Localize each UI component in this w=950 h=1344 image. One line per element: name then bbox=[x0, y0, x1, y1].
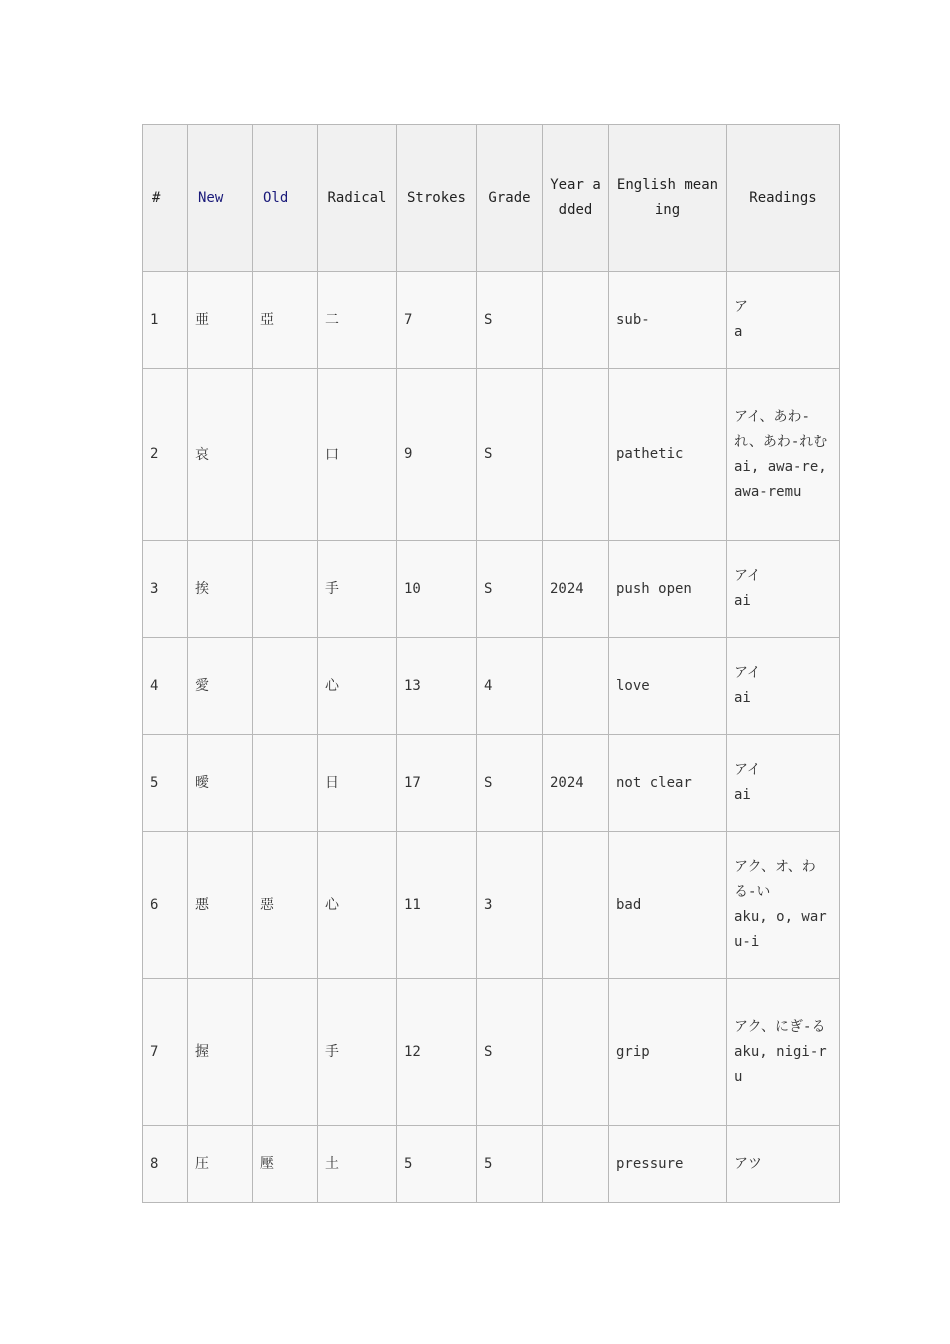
cell-radical: 心 bbox=[318, 832, 397, 979]
kanji-table-body bbox=[143, 272, 840, 1203]
cell-new-kanji: 愛 bbox=[188, 638, 253, 735]
cell-year-added bbox=[543, 1126, 609, 1203]
cell-number: 3 bbox=[143, 541, 188, 638]
header-new-link[interactable]: New bbox=[188, 125, 253, 272]
cell-old-kanji bbox=[253, 979, 318, 1126]
cell-strokes: 10 bbox=[397, 541, 477, 638]
header-row bbox=[143, 125, 840, 272]
cell-radical: 手 bbox=[318, 979, 397, 1126]
header-number: # bbox=[143, 125, 188, 272]
table-row bbox=[143, 1126, 840, 1203]
table-row bbox=[143, 369, 840, 541]
cell-readings bbox=[727, 272, 840, 369]
cell-readings bbox=[727, 638, 840, 735]
header-readings: Readings bbox=[727, 125, 840, 272]
header-radical: Radical bbox=[318, 125, 397, 272]
header-year-added: Year added bbox=[543, 125, 609, 272]
cell-readings bbox=[727, 735, 840, 832]
cell-strokes: 12 bbox=[397, 979, 477, 1126]
reading-kana: アイ bbox=[734, 762, 761, 778]
cell-strokes: 7 bbox=[397, 272, 477, 369]
cell-grade: 5 bbox=[477, 1126, 543, 1203]
cell-english-meaning: sub- bbox=[609, 272, 727, 369]
reading-romaji: aku, o, waru-i bbox=[734, 909, 827, 950]
cell-radical: 心 bbox=[318, 638, 397, 735]
cell-old-kanji: 亞 bbox=[253, 272, 318, 369]
cell-year-added: 2024 bbox=[543, 735, 609, 832]
cell-year-added bbox=[543, 832, 609, 979]
cell-year-added bbox=[543, 369, 609, 541]
reading-kana: アイ bbox=[734, 665, 761, 681]
cell-readings bbox=[727, 832, 840, 979]
cell-english-meaning: grip bbox=[609, 979, 727, 1126]
table-row bbox=[143, 272, 840, 369]
reading-romaji: ai, awa-re, awa-remu bbox=[734, 458, 827, 500]
cell-strokes: 17 bbox=[397, 735, 477, 832]
header-grade: Grade bbox=[477, 125, 543, 272]
cell-year-added bbox=[543, 638, 609, 735]
reading-kana: アツ bbox=[734, 1155, 762, 1172]
cell-number: 4 bbox=[143, 638, 188, 735]
cell-new-kanji: 曖 bbox=[188, 735, 253, 832]
reading-kana: ア bbox=[734, 299, 748, 315]
cell-radical: 口 bbox=[318, 369, 397, 541]
cell-number: 7 bbox=[143, 979, 188, 1126]
cell-english-meaning: pathetic bbox=[609, 369, 727, 541]
cell-old-kanji: 惡 bbox=[253, 832, 318, 979]
reading-romaji: a bbox=[734, 324, 743, 340]
reading-romaji: ai bbox=[734, 787, 751, 803]
cell-readings bbox=[727, 979, 840, 1126]
reading-kana: アク、にぎ-る bbox=[734, 1018, 826, 1035]
cell-radical: 二 bbox=[318, 272, 397, 369]
table-row bbox=[143, 541, 840, 638]
cell-grade: 4 bbox=[477, 638, 543, 735]
cell-number: 1 bbox=[143, 272, 188, 369]
header-old-link[interactable]: Old bbox=[253, 125, 318, 272]
table-row bbox=[143, 979, 840, 1126]
cell-english-meaning: pressure bbox=[609, 1126, 727, 1203]
cell-radical: 土 bbox=[318, 1126, 397, 1203]
cell-new-kanji: 哀 bbox=[188, 369, 253, 541]
cell-strokes: 11 bbox=[397, 832, 477, 979]
cell-number: 8 bbox=[143, 1126, 188, 1203]
cell-grade: S bbox=[477, 541, 543, 638]
header-strokes: Strokes bbox=[397, 125, 477, 272]
table-row bbox=[143, 832, 840, 979]
cell-grade: S bbox=[477, 272, 543, 369]
cell-year-added bbox=[543, 979, 609, 1126]
cell-new-kanji: 亜 bbox=[188, 272, 253, 369]
cell-english-meaning: not clear bbox=[609, 735, 727, 832]
cell-old-kanji: 壓 bbox=[253, 1126, 318, 1203]
reading-kana: アイ、あわ-れ、あわ-れむ bbox=[734, 408, 828, 450]
table-row bbox=[143, 735, 840, 832]
cell-new-kanji: 握 bbox=[188, 979, 253, 1126]
cell-english-meaning: push open bbox=[609, 541, 727, 638]
cell-strokes: 9 bbox=[397, 369, 477, 541]
cell-year-added: 2024 bbox=[543, 541, 609, 638]
cell-readings bbox=[727, 369, 840, 541]
cell-new-kanji: 挨 bbox=[188, 541, 253, 638]
cell-strokes: 13 bbox=[397, 638, 477, 735]
cell-year-added bbox=[543, 272, 609, 369]
cell-new-kanji: 悪 bbox=[188, 832, 253, 979]
cell-number: 6 bbox=[143, 832, 188, 979]
cell-radical: 手 bbox=[318, 541, 397, 638]
cell-english-meaning: bad bbox=[609, 832, 727, 979]
cell-old-kanji bbox=[253, 369, 318, 541]
cell-strokes: 5 bbox=[397, 1126, 477, 1203]
reading-kana: アイ bbox=[734, 568, 761, 584]
cell-old-kanji bbox=[253, 541, 318, 638]
table-row bbox=[143, 638, 840, 735]
cell-grade: S bbox=[477, 979, 543, 1126]
cell-old-kanji bbox=[253, 638, 318, 735]
cell-number: 2 bbox=[143, 369, 188, 541]
reading-romaji: aku, nigi-ru bbox=[734, 1043, 827, 1085]
reading-kana: アク、オ、わる-い bbox=[734, 859, 816, 900]
cell-old-kanji bbox=[253, 735, 318, 832]
cell-new-kanji: 圧 bbox=[188, 1126, 253, 1203]
reading-romaji: ai bbox=[734, 593, 751, 609]
header-english-meaning: English meaning bbox=[609, 125, 727, 272]
reading-romaji: ai bbox=[734, 690, 751, 706]
cell-grade: S bbox=[477, 369, 543, 541]
cell-english-meaning: love bbox=[609, 638, 727, 735]
cell-readings bbox=[727, 541, 840, 638]
cell-number: 5 bbox=[143, 735, 188, 832]
kanji-table bbox=[142, 124, 840, 1203]
cell-grade: 3 bbox=[477, 832, 543, 979]
cell-readings bbox=[727, 1126, 840, 1203]
cell-radical: 日 bbox=[318, 735, 397, 832]
cell-grade: S bbox=[477, 735, 543, 832]
